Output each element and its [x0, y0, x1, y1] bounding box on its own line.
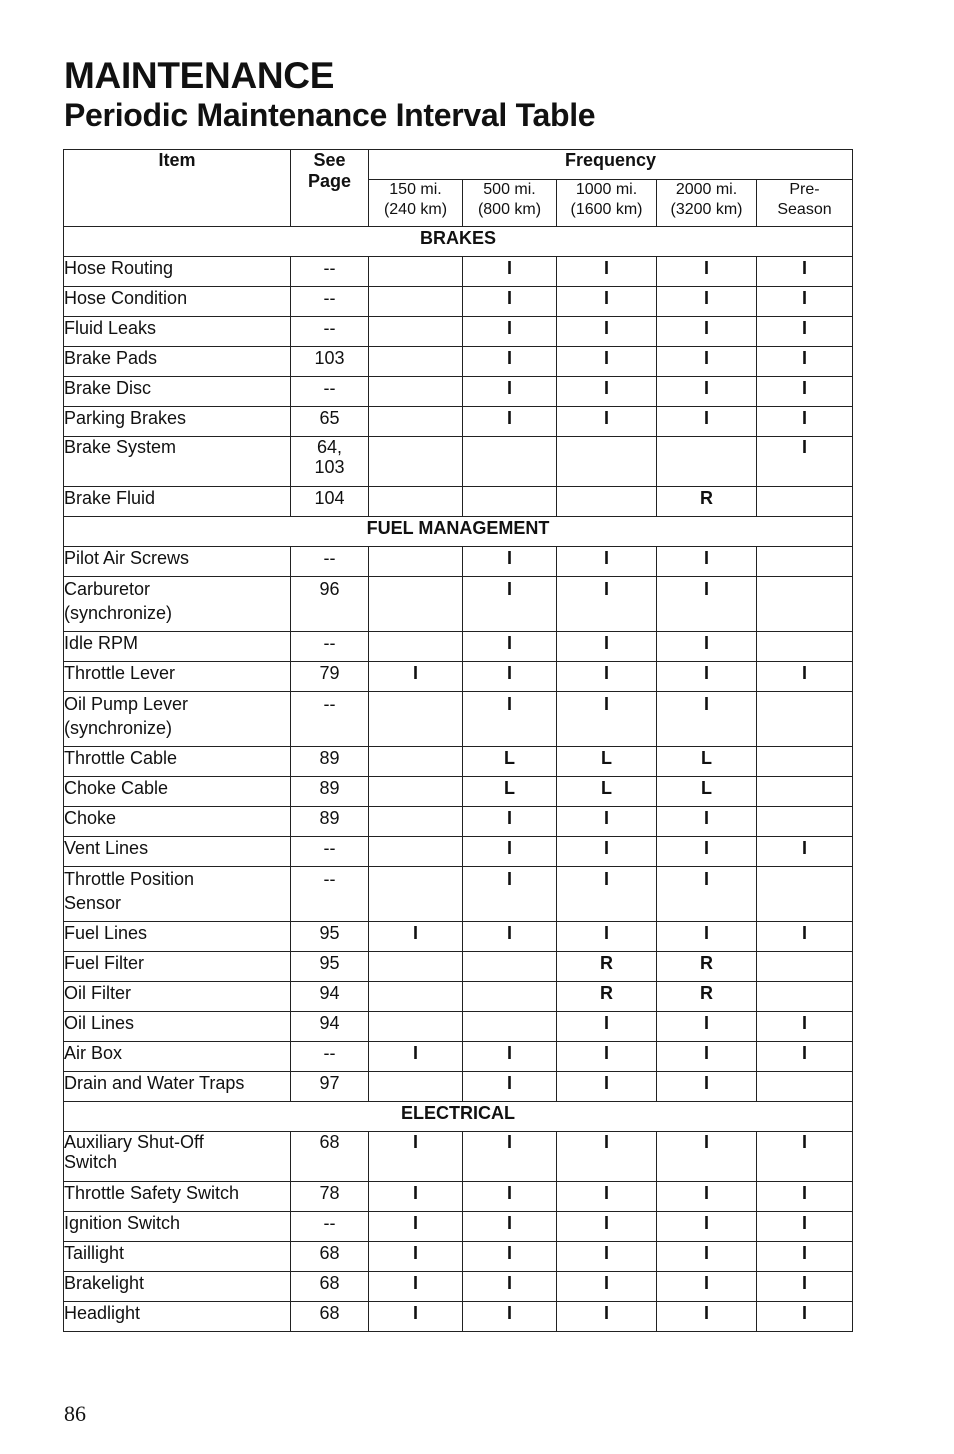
- frequency-mark-cell: I: [557, 1072, 657, 1102]
- frequency-mark-cell: I: [557, 1132, 657, 1182]
- frequency-mark-cell: I: [757, 347, 853, 377]
- frequency-mark-cell: I: [557, 317, 657, 347]
- see-page-cell: 68: [291, 1242, 369, 1272]
- frequency-mark-cell: I: [369, 1042, 463, 1072]
- item-cell: Hose Condition: [64, 287, 291, 317]
- frequency-mark-cell: I: [557, 407, 657, 437]
- table-header: [64, 150, 853, 227]
- table-row: [64, 577, 853, 632]
- item-cell: Throttle Position Sensor: [64, 867, 291, 922]
- frequency-mark-cell: [657, 437, 757, 487]
- see-page-cell: --: [291, 547, 369, 577]
- frequency-mark-cell: I: [757, 922, 853, 952]
- page-subtitle: Periodic Maintenance Interval Table: [64, 97, 596, 133]
- table-row: [64, 692, 853, 747]
- frequency-mark-cell: I: [463, 922, 557, 952]
- frequency-mark-cell: I: [557, 1212, 657, 1242]
- frequency-mark-cell: I: [369, 1212, 463, 1242]
- frequency-mark-cell: I: [557, 807, 657, 837]
- see-page-cell: --: [291, 287, 369, 317]
- frequency-mark-cell: I: [657, 692, 757, 747]
- frequency-mark-cell: I: [369, 1242, 463, 1272]
- frequency-mark-cell: I: [757, 1042, 853, 1072]
- frequency-mark-cell: I: [557, 577, 657, 632]
- frequency-mark-cell: [369, 837, 463, 867]
- frequency-mark-cell: [369, 807, 463, 837]
- item-cell: Ignition Switch: [64, 1212, 291, 1242]
- frequency-mark-cell: I: [463, 407, 557, 437]
- see-page-cell: --: [291, 257, 369, 287]
- frequency-mark-cell: R: [657, 952, 757, 982]
- frequency-mark-cell: I: [463, 577, 557, 632]
- frequency-mark-cell: [369, 1012, 463, 1042]
- frequency-mark-cell: [369, 632, 463, 662]
- frequency-mark-cell: I: [657, 317, 757, 347]
- frequency-mark-cell: I: [657, 1042, 757, 1072]
- see-page-cell: 96: [291, 577, 369, 632]
- frequency-mark-cell: [369, 1072, 463, 1102]
- interval-line2: (1600 km): [570, 201, 643, 218]
- frequency-mark-cell: [369, 747, 463, 777]
- table-row: [64, 1182, 853, 1212]
- frequency-mark-cell: [369, 867, 463, 922]
- table-row: [64, 632, 853, 662]
- frequency-mark-cell: [757, 577, 853, 632]
- see-page-cell: 68: [291, 1132, 369, 1182]
- frequency-mark-cell: I: [657, 1242, 757, 1272]
- frequency-mark-cell: I: [369, 662, 463, 692]
- frequency-mark-cell: [757, 952, 853, 982]
- frequency-mark-cell: I: [463, 1042, 557, 1072]
- frequency-mark-cell: I: [369, 1132, 463, 1182]
- frequency-mark-cell: I: [757, 1242, 853, 1272]
- frequency-mark-cell: I: [463, 662, 557, 692]
- item-cell: Brake Pads: [64, 347, 291, 377]
- frequency-mark-cell: I: [557, 547, 657, 577]
- table-row: [64, 1212, 853, 1242]
- frequency-mark-cell: I: [657, 662, 757, 692]
- section-title: FUEL MANAGEMENT: [64, 517, 853, 547]
- see-page-cell: 68: [291, 1272, 369, 1302]
- frequency-mark-cell: I: [757, 1012, 853, 1042]
- item-cell: Oil Filter: [64, 982, 291, 1012]
- see-page-cell: --: [291, 1212, 369, 1242]
- frequency-mark-cell: [757, 867, 853, 922]
- frequency-mark-cell: I: [463, 347, 557, 377]
- frequency-mark-cell: [757, 982, 853, 1012]
- frequency-mark-cell: I: [657, 1182, 757, 1212]
- see-page-cell: 65: [291, 407, 369, 437]
- frequency-mark-cell: I: [463, 1242, 557, 1272]
- table-row: [64, 1242, 853, 1272]
- frequency-mark-cell: [757, 777, 853, 807]
- interval-line1: 150 mi.: [389, 181, 442, 198]
- frequency-mark-cell: I: [757, 662, 853, 692]
- interval-line2: (3200 km): [670, 201, 743, 218]
- frequency-mark-cell: R: [657, 982, 757, 1012]
- see-page-cell: 94: [291, 1012, 369, 1042]
- item-cell: Taillight: [64, 1242, 291, 1272]
- frequency-mark-cell: I: [463, 1182, 557, 1212]
- frequency-mark-cell: [463, 437, 557, 487]
- frequency-mark-cell: I: [557, 867, 657, 922]
- item-cell: Headlight: [64, 1302, 291, 1332]
- see-page-cell: 79: [291, 662, 369, 692]
- table-row: [64, 377, 853, 407]
- table-row: [64, 1132, 853, 1182]
- frequency-mark-cell: I: [463, 837, 557, 867]
- frequency-mark-cell: I: [463, 317, 557, 347]
- column-header-frequency: Frequency: [369, 150, 853, 180]
- frequency-mark-cell: I: [657, 407, 757, 437]
- page-title: MAINTENANCE: [64, 55, 335, 96]
- frequency-mark-cell: I: [657, 632, 757, 662]
- frequency-mark-cell: R: [557, 982, 657, 1012]
- see-page-cell: 64, 103: [291, 437, 369, 487]
- frequency-mark-cell: I: [657, 807, 757, 837]
- item-cell: Air Box: [64, 1042, 291, 1072]
- item-cell: Fuel Lines: [64, 922, 291, 952]
- frequency-mark-cell: L: [463, 777, 557, 807]
- frequency-mark-cell: I: [657, 547, 757, 577]
- frequency-mark-cell: I: [557, 1272, 657, 1302]
- see-page-cell: --: [291, 632, 369, 662]
- interval-line2: Season: [777, 201, 832, 218]
- interval-header: [557, 180, 657, 227]
- section-row: [64, 517, 853, 547]
- frequency-mark-cell: I: [369, 1302, 463, 1332]
- frequency-mark-cell: I: [657, 1132, 757, 1182]
- table-row: [64, 662, 853, 692]
- frequency-mark-cell: [369, 347, 463, 377]
- section-title: BRAKES: [64, 227, 853, 257]
- interval-line1: 500 mi.: [483, 181, 536, 198]
- frequency-mark-cell: I: [557, 1302, 657, 1332]
- see-page-cell: --: [291, 837, 369, 867]
- table-row: [64, 837, 853, 867]
- frequency-mark-cell: [757, 692, 853, 747]
- item-cell: Auxiliary Shut-Off Switch: [64, 1132, 291, 1182]
- frequency-mark-cell: I: [657, 837, 757, 867]
- table-row: [64, 1272, 853, 1302]
- frequency-mark-cell: I: [757, 407, 853, 437]
- table-row: [64, 922, 853, 952]
- frequency-mark-cell: I: [463, 257, 557, 287]
- frequency-mark-cell: I: [463, 1212, 557, 1242]
- frequency-mark-cell: I: [557, 1012, 657, 1042]
- interval-line2: (240 km): [383, 201, 448, 218]
- frequency-mark-cell: [369, 407, 463, 437]
- item-cell: Throttle Cable: [64, 747, 291, 777]
- table-row: [64, 1042, 853, 1072]
- frequency-mark-cell: I: [657, 347, 757, 377]
- frequency-mark-cell: [463, 952, 557, 982]
- frequency-mark-cell: [757, 632, 853, 662]
- section-row: [64, 227, 853, 257]
- frequency-mark-cell: [757, 747, 853, 777]
- frequency-mark-cell: L: [557, 747, 657, 777]
- item-cell: Hose Routing: [64, 257, 291, 287]
- item-cell: Brake Disc: [64, 377, 291, 407]
- frequency-mark-cell: [369, 257, 463, 287]
- frequency-mark-cell: I: [557, 287, 657, 317]
- table-row: [64, 1012, 853, 1042]
- frequency-mark-cell: I: [757, 317, 853, 347]
- frequency-mark-cell: I: [463, 287, 557, 317]
- frequency-mark-cell: [369, 777, 463, 807]
- item-cell: Drain and Water Traps: [64, 1072, 291, 1102]
- frequency-mark-cell: I: [463, 1272, 557, 1302]
- frequency-mark-cell: I: [657, 257, 757, 287]
- section-row: [64, 1102, 853, 1132]
- frequency-mark-cell: L: [657, 747, 757, 777]
- item-cell: Fluid Leaks: [64, 317, 291, 347]
- frequency-mark-cell: [369, 487, 463, 517]
- frequency-mark-cell: I: [657, 377, 757, 407]
- frequency-mark-cell: [557, 437, 657, 487]
- item-cell: Vent Lines: [64, 837, 291, 867]
- frequency-mark-cell: I: [463, 692, 557, 747]
- table-body: [64, 227, 853, 1332]
- frequency-mark-cell: I: [463, 867, 557, 922]
- frequency-mark-cell: I: [757, 257, 853, 287]
- item-cell: Carburetor (synchronize): [64, 577, 291, 632]
- see-page-cell: 89: [291, 747, 369, 777]
- frequency-mark-cell: I: [557, 377, 657, 407]
- frequency-mark-cell: I: [557, 922, 657, 952]
- frequency-mark-cell: I: [557, 837, 657, 867]
- frequency-mark-cell: I: [657, 577, 757, 632]
- see-page-label: See Page: [307, 150, 352, 191]
- table-row: [64, 437, 853, 487]
- item-cell: Choke Cable: [64, 777, 291, 807]
- see-page-cell: --: [291, 317, 369, 347]
- frequency-mark-cell: L: [557, 777, 657, 807]
- item-cell: Parking Brakes: [64, 407, 291, 437]
- frequency-mark-cell: I: [657, 1212, 757, 1242]
- table-row: [64, 807, 853, 837]
- frequency-mark-cell: I: [657, 1272, 757, 1302]
- frequency-mark-cell: I: [557, 1182, 657, 1212]
- see-page-cell: --: [291, 692, 369, 747]
- frequency-mark-cell: I: [369, 922, 463, 952]
- table-row: [64, 287, 853, 317]
- see-page-cell: 97: [291, 1072, 369, 1102]
- interval-header: [463, 180, 557, 227]
- frequency-mark-cell: R: [557, 952, 657, 982]
- frequency-mark-cell: I: [557, 1242, 657, 1272]
- frequency-mark-cell: I: [657, 1072, 757, 1102]
- frequency-mark-cell: I: [369, 1272, 463, 1302]
- table-row: [64, 347, 853, 377]
- see-page-cell: 103: [291, 347, 369, 377]
- table-row: [64, 747, 853, 777]
- table-row: [64, 487, 853, 517]
- interval-line2: (800 km): [477, 201, 542, 218]
- table-row: [64, 952, 853, 982]
- frequency-mark-cell: [757, 807, 853, 837]
- frequency-mark-cell: I: [657, 287, 757, 317]
- see-page-cell: 89: [291, 777, 369, 807]
- frequency-mark-cell: I: [757, 287, 853, 317]
- frequency-mark-cell: [369, 692, 463, 747]
- item-cell: Fuel Filter: [64, 952, 291, 982]
- item-cell: Brake System: [64, 437, 291, 487]
- frequency-mark-cell: I: [757, 1132, 853, 1182]
- see-page-cell: --: [291, 1042, 369, 1072]
- table-row: [64, 407, 853, 437]
- see-page-cell: 95: [291, 952, 369, 982]
- see-page-cell: --: [291, 867, 369, 922]
- table-row: [64, 777, 853, 807]
- table-row: [64, 547, 853, 577]
- frequency-mark-cell: [369, 287, 463, 317]
- see-page-cell: 68: [291, 1302, 369, 1332]
- table-row: [64, 1302, 853, 1332]
- frequency-mark-cell: [757, 487, 853, 517]
- frequency-mark-cell: I: [463, 1302, 557, 1332]
- table-row: [64, 982, 853, 1012]
- item-cell: Choke: [64, 807, 291, 837]
- frequency-mark-cell: I: [557, 1042, 657, 1072]
- frequency-mark-cell: R: [657, 487, 757, 517]
- see-page-cell: --: [291, 377, 369, 407]
- item-cell: Brakelight: [64, 1272, 291, 1302]
- table-row: [64, 867, 853, 922]
- frequency-mark-cell: [369, 377, 463, 407]
- frequency-mark-cell: [463, 1012, 557, 1042]
- interval-header: [369, 180, 463, 227]
- see-page-cell: 95: [291, 922, 369, 952]
- item-cell: Idle RPM: [64, 632, 291, 662]
- see-page-cell: 94: [291, 982, 369, 1012]
- frequency-mark-cell: [369, 437, 463, 487]
- frequency-mark-cell: I: [463, 377, 557, 407]
- table-row: [64, 1072, 853, 1102]
- frequency-mark-cell: I: [757, 437, 853, 487]
- interval-header: [657, 180, 757, 227]
- maintenance-interval-table: [63, 149, 853, 1332]
- interval-line1: 2000 mi.: [675, 181, 738, 198]
- frequency-mark-cell: [757, 1072, 853, 1102]
- frequency-mark-cell: I: [557, 257, 657, 287]
- item-cell: Oil Lines: [64, 1012, 291, 1042]
- frequency-mark-cell: I: [757, 1182, 853, 1212]
- frequency-mark-cell: L: [657, 777, 757, 807]
- frequency-mark-cell: I: [463, 1132, 557, 1182]
- column-header-item: Item: [64, 150, 291, 227]
- frequency-mark-cell: I: [757, 1212, 853, 1242]
- frequency-mark-cell: I: [557, 692, 657, 747]
- frequency-mark-cell: I: [463, 1072, 557, 1102]
- column-header-see-page: [291, 150, 369, 227]
- frequency-mark-cell: I: [757, 1272, 853, 1302]
- page-number: 86: [64, 1401, 86, 1426]
- interval-header: [757, 180, 853, 227]
- frequency-mark-cell: I: [463, 547, 557, 577]
- frequency-mark-cell: I: [557, 632, 657, 662]
- interval-line1: 1000 mi.: [575, 181, 638, 198]
- frequency-mark-cell: [369, 317, 463, 347]
- frequency-mark-cell: [369, 547, 463, 577]
- frequency-mark-cell: L: [463, 747, 557, 777]
- frequency-mark-cell: I: [757, 1302, 853, 1332]
- frequency-mark-cell: I: [557, 662, 657, 692]
- frequency-mark-cell: I: [757, 377, 853, 407]
- frequency-mark-cell: I: [657, 1302, 757, 1332]
- interval-line1: Pre-: [789, 181, 820, 198]
- table-row: [64, 317, 853, 347]
- see-page-cell: 104: [291, 487, 369, 517]
- frequency-mark-cell: I: [657, 867, 757, 922]
- frequency-mark-cell: [463, 487, 557, 517]
- frequency-mark-cell: [463, 982, 557, 1012]
- item-cell: Throttle Lever: [64, 662, 291, 692]
- frequency-mark-cell: I: [369, 1182, 463, 1212]
- see-page-cell: 89: [291, 807, 369, 837]
- frequency-mark-cell: I: [463, 632, 557, 662]
- frequency-mark-cell: [369, 982, 463, 1012]
- frequency-mark-cell: I: [657, 922, 757, 952]
- header-row-top: [64, 150, 853, 180]
- frequency-mark-cell: I: [757, 837, 853, 867]
- item-cell: Brake Fluid: [64, 487, 291, 517]
- frequency-mark-cell: I: [463, 807, 557, 837]
- frequency-mark-cell: I: [657, 1012, 757, 1042]
- item-cell: Pilot Air Screws: [64, 547, 291, 577]
- frequency-mark-cell: [369, 577, 463, 632]
- frequency-mark-cell: [757, 547, 853, 577]
- frequency-mark-cell: [369, 952, 463, 982]
- item-cell: Throttle Safety Switch: [64, 1182, 291, 1212]
- item-cell: Oil Pump Lever (synchronize): [64, 692, 291, 747]
- frequency-mark-cell: I: [557, 347, 657, 377]
- frequency-mark-cell: [557, 487, 657, 517]
- section-title: ELECTRICAL: [64, 1102, 853, 1132]
- see-page-cell: 78: [291, 1182, 369, 1212]
- table-row: [64, 257, 853, 287]
